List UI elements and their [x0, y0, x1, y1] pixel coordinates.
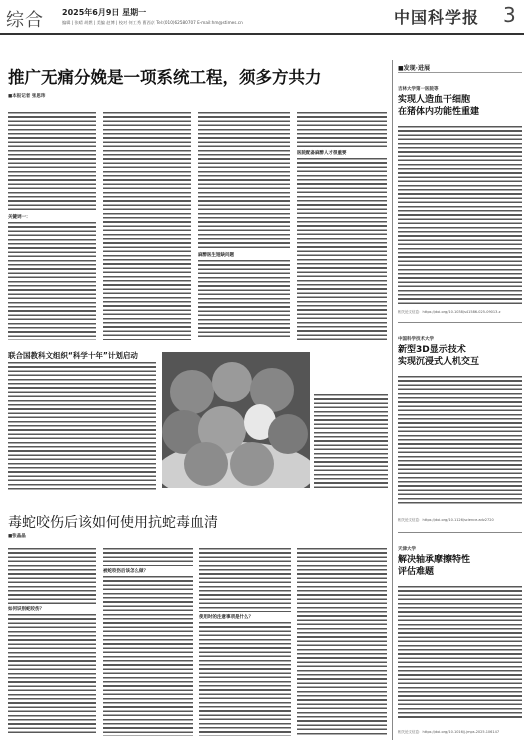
- sidebar-item-3-text: [398, 586, 522, 720]
- main-article-column-3b: [198, 260, 290, 340]
- photo-caption-text: [314, 394, 388, 490]
- main-article-subhead-1: 关键词一：: [8, 215, 31, 220]
- sidebar-item-1-text: [398, 126, 522, 304]
- lychee-photo: [162, 352, 310, 488]
- sidebar-item-2-source: 相关论文信息：https://doi.org/10.1126/science.adv2720: [398, 518, 494, 522]
- sidebar-item-3-source: 相关论文信息：https://doi.org/10.1016/j.jmps.2025.106147: [398, 730, 500, 734]
- sidebar-item-2-title-line-2: 实现沉浸式人机交互: [398, 357, 480, 367]
- snake-article-column-3b: [199, 622, 291, 736]
- sidebar-item-3-title-line-1: 解决轴承摩擦特性: [398, 555, 471, 565]
- sidebar-item-1-kicker: 吉林大学第一医院等: [398, 87, 439, 92]
- sidebar-item-1-source: 相关论文信息：https://doi.org/10.1038/s41586-025-09013-z: [398, 310, 501, 314]
- snake-article-subhead-2: 被蛇咬伤后该怎么做？: [103, 569, 148, 574]
- sidebar-rule-1: [398, 322, 522, 323]
- snake-article-column-1: [8, 548, 96, 604]
- main-article-title: 推广无痛分娩是一项系统工程，须多方共力: [8, 68, 322, 87]
- science-decade-title: 联合国教科文组织“科学十年”计划启动: [8, 351, 138, 360]
- snake-article-column-4: [297, 548, 387, 736]
- snake-article-subhead-3: 使用时的注意事项是什么？: [199, 615, 253, 620]
- sidebar-item-1-title-line-1: 实现人造血干细胞: [398, 95, 471, 105]
- snake-article-column-2: [103, 548, 193, 566]
- snake-article-column-1b: [8, 614, 96, 736]
- main-article-column-1: [8, 112, 96, 212]
- sidebar-header: ■发现·进展: [398, 65, 430, 72]
- main-article-column-4b: [297, 158, 387, 340]
- page-number: 3: [503, 3, 516, 27]
- snake-article-title: 毒蛇咬伤后该如何使用抗蛇毒血清: [8, 515, 218, 531]
- sidebar-item-2-kicker: 中国科学技术大学: [398, 337, 434, 342]
- sidebar-header-rule: [398, 72, 522, 73]
- masthead-rule: [0, 33, 524, 35]
- paper-logo: 中国科学报: [394, 8, 480, 27]
- issue-date: 2025年6月9日 星期一: [62, 8, 147, 17]
- main-article-column-4: [297, 112, 387, 148]
- snake-article-column-2b: [103, 576, 193, 736]
- main-article-column-3: [198, 112, 290, 250]
- sidebar-item-3-kicker: 天津大学: [398, 547, 416, 552]
- section-label: 综合: [6, 10, 44, 31]
- main-article-byline: ■本报记者 张思玮: [8, 94, 46, 99]
- science-decade-text: [8, 362, 156, 492]
- main-article-subhead-3: 医院配备麻醉人才很重要: [297, 151, 347, 156]
- snake-article-column-3: [199, 548, 291, 612]
- issue-info: 编辑 | 张晴 胡燃 | 美编 赵博 | 校对 何工秀 曹西京 Tel:(010)62580707 E-mail:hm@stimes.cn: [62, 20, 243, 25]
- main-article-subhead-2: 麻醉医生短缺问题: [198, 253, 234, 258]
- main-article-column-2: [103, 112, 191, 340]
- snake-article-subhead-1: 如何识别蛇咬伤？: [8, 607, 44, 612]
- sidebar-item-1-title-line-2: 在猪体内功能性重建: [398, 107, 480, 117]
- sidebar-rule-2: [398, 532, 522, 533]
- sidebar-item-2-text: [398, 376, 522, 506]
- sidebar-item-2-title-line-1: 新型3D显示技术: [398, 345, 466, 355]
- sidebar-item-3-title-line-2: 评估难题: [398, 567, 435, 577]
- sidebar-divider: [392, 60, 393, 740]
- snake-article-byline: ■张晶晶: [8, 534, 26, 539]
- main-article-column-1b: [8, 222, 96, 340]
